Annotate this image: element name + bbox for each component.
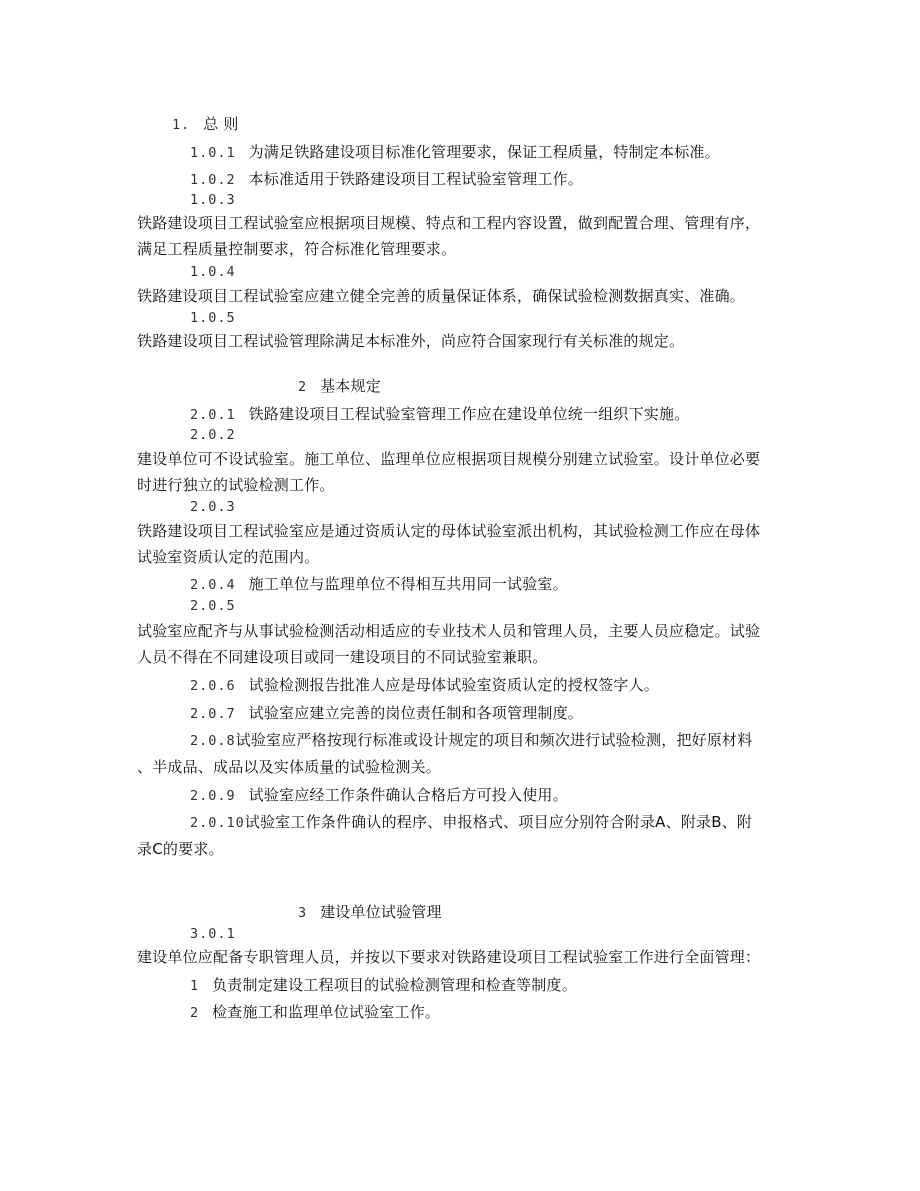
clause-number: 2.0.9 bbox=[190, 788, 236, 804]
clause-3-0-1-number bbox=[190, 923, 236, 944]
section-number: 3 bbox=[298, 905, 308, 921]
clause-text: 施工单位与监理单位不得相互共用同一试验室。 bbox=[248, 575, 568, 593]
clause-2-0-5-text-line-1: 试验室应配齐与从事试验检测活动相适应的专业技术人员和管理人员，主要人员应稳定。试验 bbox=[137, 622, 761, 640]
section-number: 1. bbox=[172, 117, 191, 133]
section-2-heading bbox=[298, 376, 381, 397]
clause-number: 2.0.4 bbox=[190, 577, 236, 593]
clause-number: 1.0.2 bbox=[190, 172, 236, 188]
clause-text: 试验室应严格按现行标准或设计规定的项目和频次进行试验检测，把好原材料 bbox=[235, 731, 753, 749]
clause-1-0-3-text-line-1: 铁路建设项目工程试验室应根据项目规模、特点和工程内容设置，做到配置合理、管理有序， bbox=[137, 214, 761, 232]
clause-number: 2.0.3 bbox=[190, 499, 236, 515]
clause-number: 3.0.1 bbox=[190, 926, 236, 942]
clause-number: 2.0.8 bbox=[190, 733, 236, 749]
list-item-text: 负责制定建设工程项目的试验检测管理和检查等制度。 bbox=[212, 976, 577, 994]
clause-text: 试验检测报告批准人应是母体试验室资质认定的授权签字人。 bbox=[248, 676, 660, 694]
clause-number: 1.0.4 bbox=[190, 264, 236, 280]
clause-text: 试验室应经工作条件确认合格后方可投入使用。 bbox=[248, 786, 568, 804]
clause-text: 为满足铁路建设项目标准化管理要求，保证工程质量，特制定本标准。 bbox=[248, 143, 720, 161]
clause-1-0-3-text-line-2: 满足工程质量控制要求，符合标准化管理要求。 bbox=[137, 240, 457, 258]
clause-2-0-2-number bbox=[190, 424, 236, 445]
clause-number: 2.0.7 bbox=[190, 706, 236, 722]
section-title: 总 则 bbox=[203, 115, 239, 133]
clause-2-0-8-line-2: 、半成品、成品以及实体质量的试验检测关。 bbox=[137, 758, 442, 776]
section-number: 2 bbox=[298, 379, 308, 395]
list-item-2 bbox=[190, 1002, 440, 1023]
section-title: 建设单位试验管理 bbox=[320, 903, 442, 921]
section-title: 基本规定 bbox=[320, 377, 381, 395]
clause-1-0-5-text: 铁路建设项目工程试验管理除满足本标准外，尚应符合国家现行有关标准的规定。 bbox=[137, 332, 685, 350]
clause-number: 1.0.5 bbox=[190, 310, 236, 326]
clause-number: 2.0.2 bbox=[190, 427, 236, 443]
clause-2-0-6 bbox=[190, 675, 659, 696]
clause-number: 2.0.1 bbox=[190, 407, 236, 423]
clause-2-0-1 bbox=[190, 404, 689, 425]
list-item-1 bbox=[190, 975, 577, 996]
clause-number: 1.0.3 bbox=[190, 192, 236, 208]
clause-text: 试验室工作条件确认的程序、申报格式、项目应分别符合附录A、附录B、附 bbox=[244, 813, 753, 831]
list-item-text: 检查施工和监理单位试验室工作。 bbox=[212, 1003, 441, 1021]
clause-2-0-9 bbox=[190, 785, 568, 806]
clause-1-0-3-number bbox=[190, 189, 236, 210]
clause-2-0-3-text-line-2: 试验室资质认定的范围内。 bbox=[137, 548, 320, 566]
clause-2-0-10-line-2: 录C的要求。 bbox=[137, 840, 224, 858]
clause-1-0-1 bbox=[190, 142, 720, 163]
clause-number: 2.0.10 bbox=[190, 815, 245, 831]
clause-2-0-3-number bbox=[190, 496, 236, 517]
clause-2-0-2-text-line-2: 时进行独立的试验检测工作。 bbox=[137, 476, 335, 494]
clause-3-0-1-text: 建设单位应配备专职管理人员，并按以下要求对铁路建设项目工程试验室工作进行全面管理： bbox=[137, 948, 761, 966]
clause-2-0-10-line-1 bbox=[190, 812, 752, 833]
clause-2-0-8-line-1 bbox=[190, 730, 752, 751]
section-1-heading bbox=[172, 114, 239, 135]
clause-1-0-5-number bbox=[190, 307, 236, 328]
list-item-number: 1 bbox=[190, 978, 200, 994]
clause-1-0-2 bbox=[190, 169, 583, 190]
clause-2-0-4 bbox=[190, 574, 568, 595]
clause-number: 2.0.6 bbox=[190, 678, 236, 694]
clause-1-0-4-number bbox=[190, 261, 236, 282]
clause-2-0-2-text-line-1: 建设单位可不设试验室。施工单位、监理单位应根据项目规模分别建立试验室。设计单位必要 bbox=[137, 450, 761, 468]
list-item-number: 2 bbox=[190, 1005, 200, 1021]
clause-2-0-3-text-line-1: 铁路建设项目工程试验室应是通过资质认定的母体试验室派出机构，其试验检测工作应在母体 bbox=[137, 522, 761, 540]
clause-number: 2.0.5 bbox=[190, 598, 236, 614]
clause-2-0-5-text-line-2: 人员不得在不同建设项目或同一建设项目的不同试验室兼职。 bbox=[137, 648, 548, 666]
clause-text: 试验室应建立完善的岗位责任制和各项管理制度。 bbox=[248, 704, 584, 722]
clause-text: 铁路建设项目工程试验室管理工作应在建设单位统一组织下实施。 bbox=[248, 405, 690, 423]
clause-text: 本标准适用于铁路建设项目工程试验室管理工作。 bbox=[248, 170, 584, 188]
clause-2-0-7 bbox=[190, 703, 583, 724]
clause-1-0-4-text: 铁路建设项目工程试验室应建立健全完善的质量保证体系，确保试验检测数据真实、准确。 bbox=[137, 287, 746, 305]
clause-number: 1.0.1 bbox=[190, 145, 236, 161]
clause-2-0-5-number bbox=[190, 595, 236, 616]
section-3-heading bbox=[298, 902, 442, 923]
